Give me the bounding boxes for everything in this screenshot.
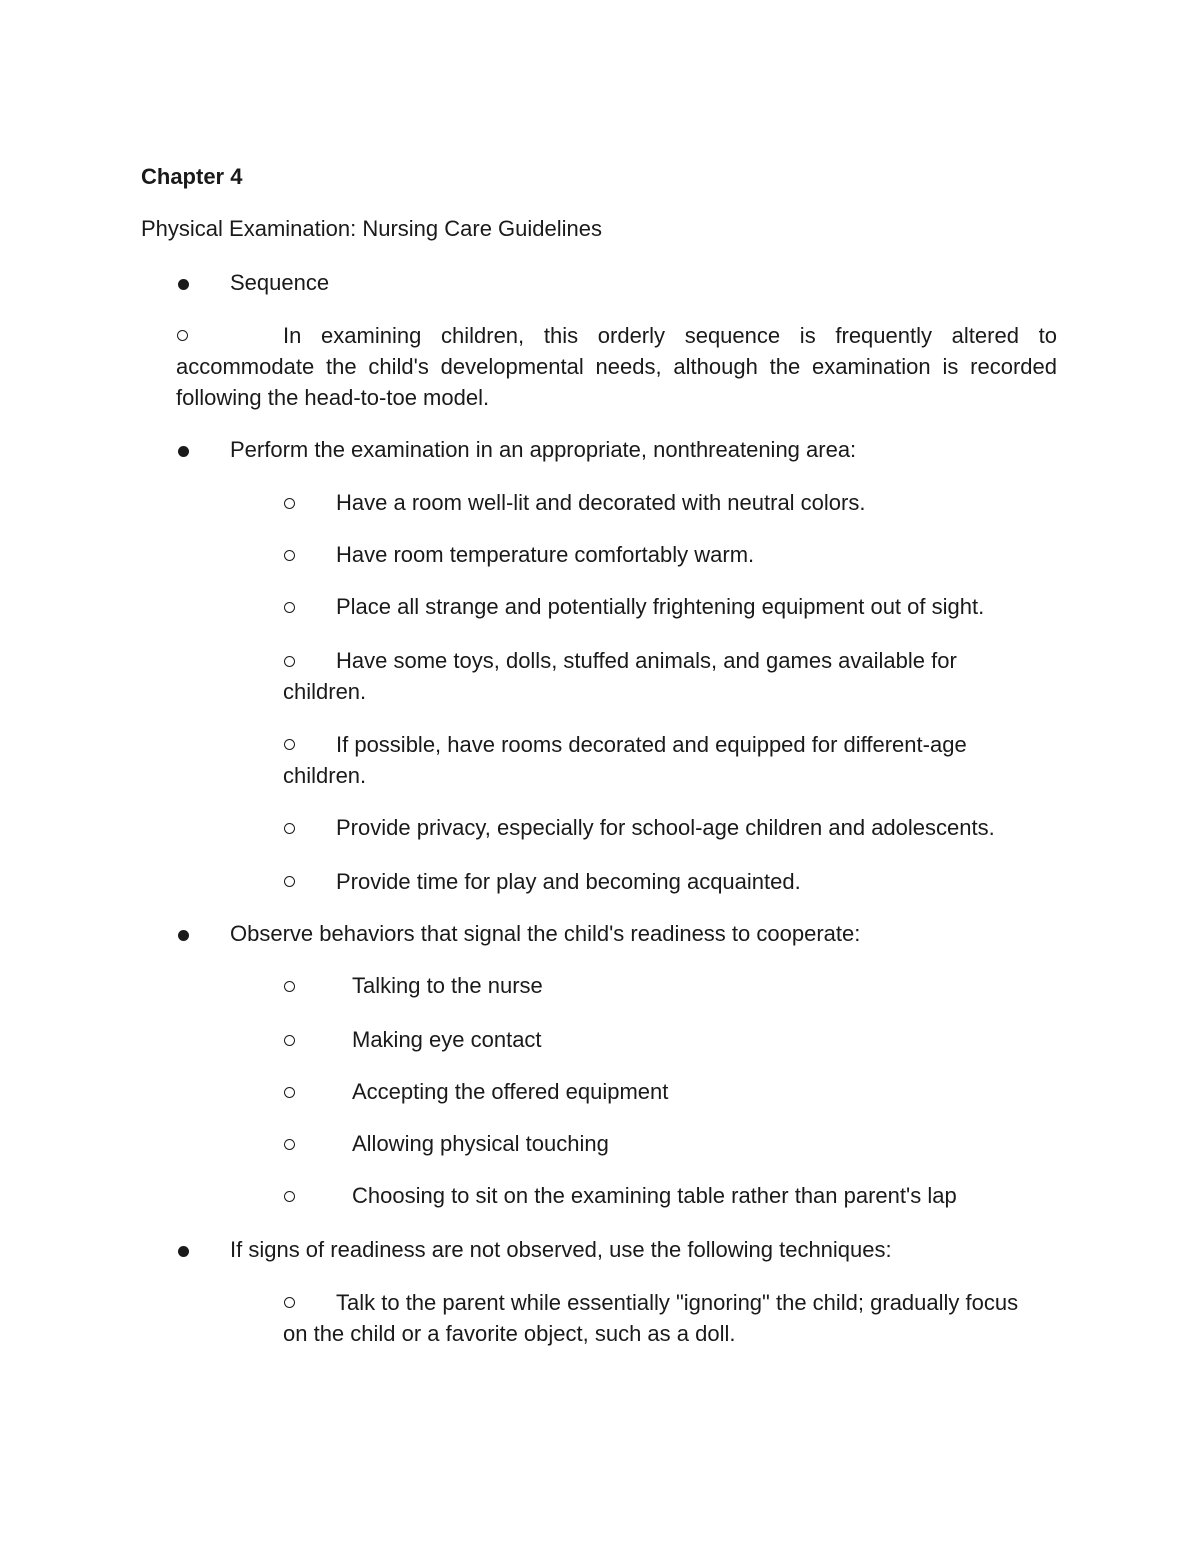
section-label-area: Perform the examination in an appropriate, nonthreatening area:: [230, 437, 857, 462]
bullet-ring-icon: [284, 498, 295, 509]
list-item: Choosing to sit on the examining table rather than parent's lap: [352, 1183, 957, 1208]
list-item: Have a room well-lit and decorated with neutral colors.: [336, 490, 866, 515]
list-item: Provide privacy, especially for school-age children and adolescents.: [336, 815, 995, 840]
bullet-ring-icon: [284, 1035, 295, 1046]
bullet-dot-icon: [178, 1246, 189, 1257]
list-item: Talking to the nurse: [352, 973, 543, 998]
list-item: Talk to the parent while essentially "ignoring" the child; gradually focus on the child or a favorite object, such as a doll.: [283, 1290, 1019, 1346]
list-item: Place all strange and potentially frightening equipment out of sight.: [336, 594, 985, 619]
list-item: Accepting the offered equipment: [352, 1079, 669, 1104]
list-item: Making eye contact: [352, 1027, 542, 1052]
list-item: Have some toys, dolls, stuffed animals, and games available for children.: [283, 648, 957, 704]
list-item: Allowing physical touching: [352, 1131, 609, 1156]
bullet-ring-icon: [284, 876, 295, 887]
list-item: In examining children, this orderly sequence is frequently altered to accommodate the child's developmental needs, although the examination is recorded following the head-to-toe model.: [176, 323, 1057, 410]
bullet-ring-icon: [284, 1139, 295, 1150]
section-label-readiness: Observe behaviors that signal the child's readiness to cooperate:: [230, 921, 861, 946]
bullet-ring-icon: [284, 1191, 295, 1202]
bullet-ring-icon: [284, 1087, 295, 1098]
section-label-techniques: If signs of readiness are not observed, use the following techniques:: [230, 1237, 892, 1262]
document-subtitle: Physical Examination: Nursing Care Guidelines: [141, 216, 602, 241]
list-item: If possible, have rooms decorated and equipped for different-age children.: [283, 732, 967, 788]
bullet-ring-icon: [284, 981, 295, 992]
bullet-dot-icon: [178, 279, 189, 290]
bullet-ring-icon: [284, 550, 295, 561]
chapter-title: Chapter 4: [141, 164, 243, 189]
section-label-sequence: Sequence: [230, 270, 330, 295]
bullet-dot-icon: [178, 446, 189, 457]
bullet-ring-icon: [284, 602, 295, 613]
bullet-ring-icon: [284, 823, 295, 834]
bullet-dot-icon: [178, 930, 189, 941]
list-item: Provide time for play and becoming acquainted.: [336, 869, 801, 894]
list-item: Have room temperature comfortably warm.: [336, 542, 755, 567]
